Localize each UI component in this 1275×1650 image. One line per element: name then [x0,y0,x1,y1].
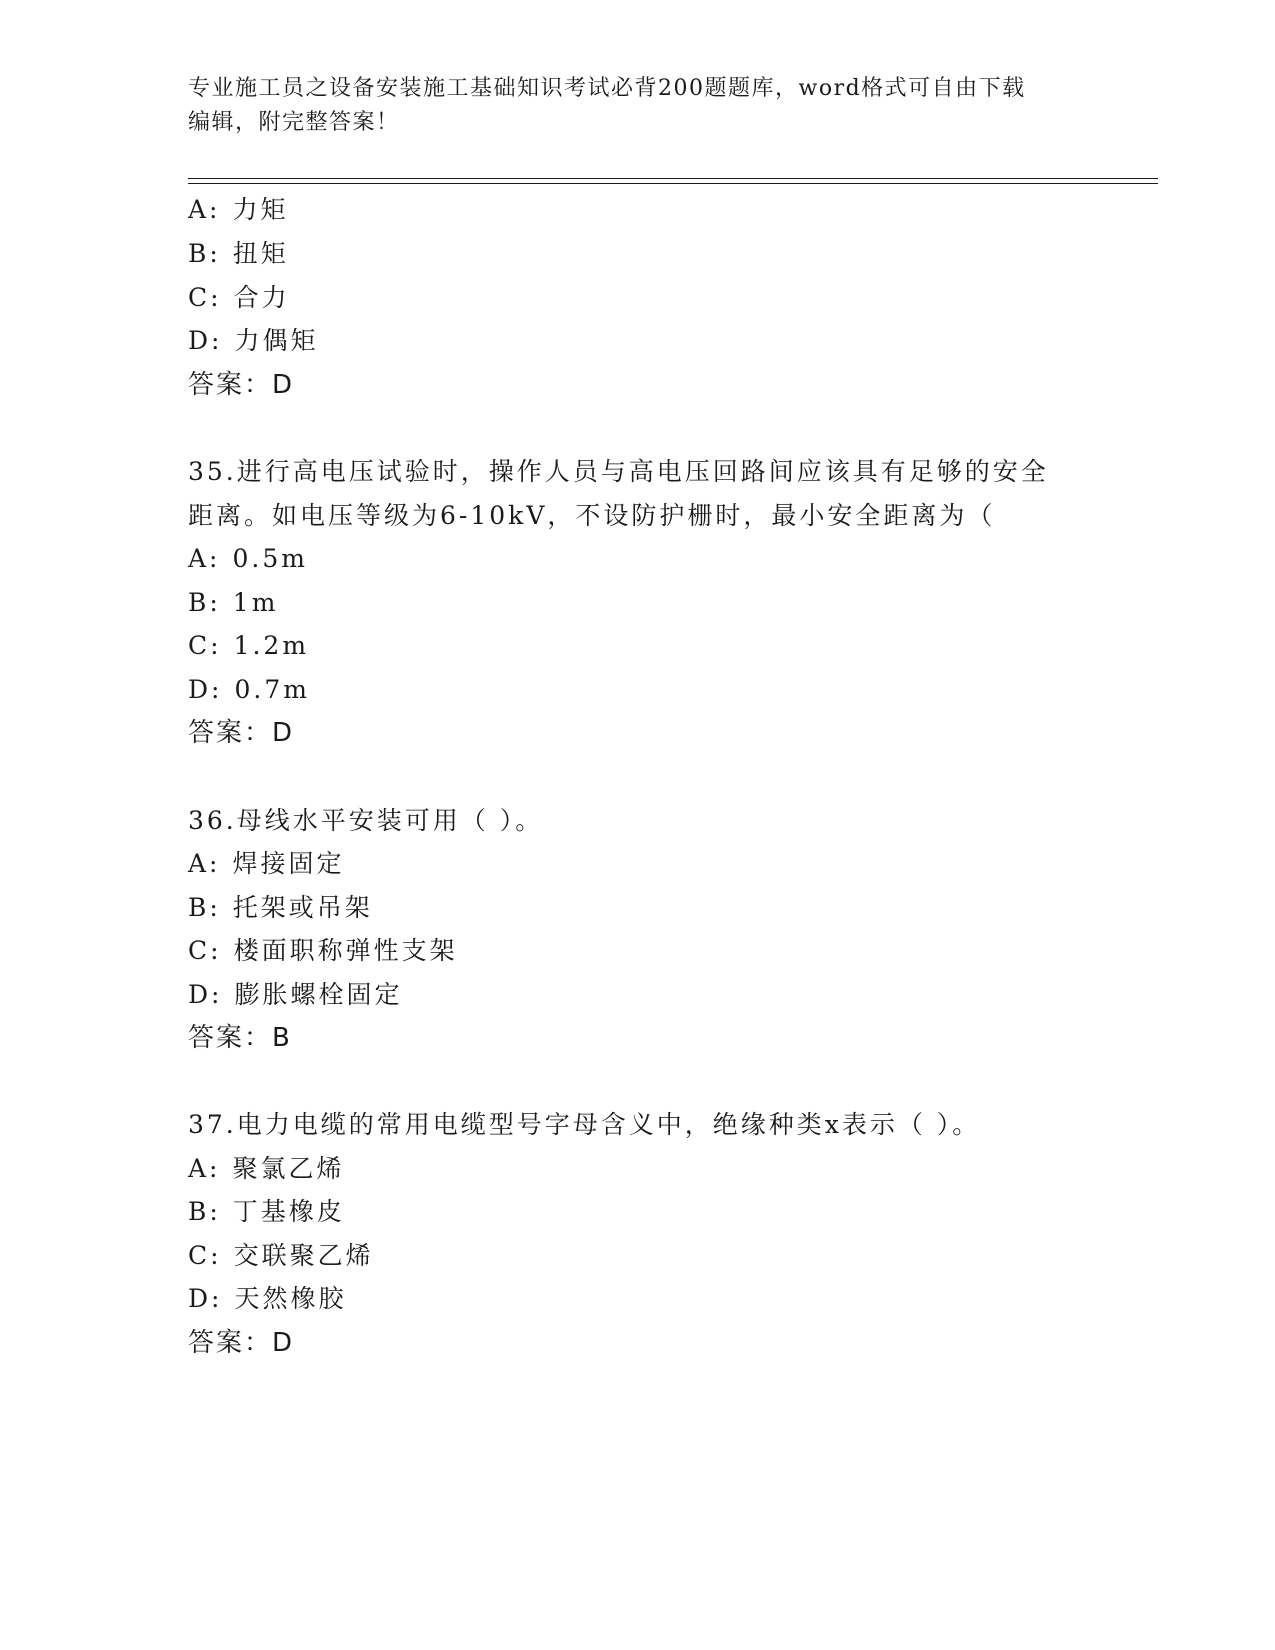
option-text: 力偶矩 [234,326,319,355]
option-label: C: [188,283,222,312]
option-text: 1m [232,588,279,617]
q36-option-b [188,893,373,923]
q36-stem-line-1: 36.母线水平安装可用（ ）。 [188,806,544,835]
option-label: B: [188,239,221,268]
option-text: 聚氯乙烯 [232,1154,345,1183]
option-text: 丁基橡皮 [232,1197,345,1226]
header-divider-top [188,178,1158,179]
q34-option-c [188,283,290,313]
q36-option-a [188,849,345,879]
option-label: B: [188,893,221,922]
option-text: 楼面职称弹性支架 [233,936,458,965]
q37-option-a [188,1154,345,1184]
option-label: B: [188,588,221,617]
q37-option-c [188,1241,374,1271]
option-label: C: [188,1241,222,1270]
header-title-line-2: 编辑，附完整答案！ [188,110,400,135]
option-label: C: [188,631,222,660]
q37-stem-line-1: 37.电力电缆的常用电缆型号字母含义中，绝缘种类x表示（ ）。 [188,1110,981,1139]
q35-answer: 答案：D [188,718,295,748]
option-label: A: [188,195,221,224]
option-text: 膨胀螺栓固定 [234,980,403,1009]
q36-option-c [188,936,458,966]
option-label: A: [188,849,221,878]
option-text: 焊接固定 [232,849,345,878]
option-text: 天然橡胶 [234,1284,347,1313]
q34-answer: 答案：D [188,370,295,400]
option-text: 0.5m [232,544,308,573]
option-text: 交联聚乙烯 [233,1241,374,1270]
option-text: 托架或吊架 [232,893,373,922]
q36-answer: 答案：B [188,1023,292,1053]
q36-option-d [188,980,402,1010]
option-label: D: [188,980,223,1009]
option-label: C: [188,936,222,965]
q34-option-b [188,239,289,269]
q35-stem-line-1: 35.进行高电压试验时，操作人员与高电压回路间应该具有足够的安全 [188,457,1049,486]
option-label: D: [188,675,223,704]
q35-option-d [188,675,310,705]
option-text: 力矩 [232,195,289,224]
option-label: B: [188,1197,221,1226]
option-text: 扭矩 [232,239,289,268]
option-label: D: [188,326,223,355]
q37-answer: 答案：D [188,1328,295,1358]
q37-option-b [188,1197,345,1227]
q35-stem-line-2: 距离。如电压等级为6-10kV，不设防护栅时，最小安全距离为（ [188,501,996,530]
q35-option-a [188,544,308,574]
option-text: 1.2m [233,631,310,660]
q34-option-a [188,195,289,225]
option-label: A: [188,1154,221,1183]
document-header [188,72,1088,140]
option-text: 0.7m [234,675,310,704]
option-label: D: [188,1284,223,1313]
q35-option-c [188,631,309,661]
header-title-line-1: 专业施工员之设备安装施工基础知识考试必背200题题库，word格式可自由下载 [188,76,1026,101]
option-text: 合力 [233,283,290,312]
header-divider-bottom [188,183,1158,184]
q35-option-b [188,588,278,618]
q37-option-d [188,1284,346,1314]
q34-option-d [188,326,318,356]
option-label: A: [188,544,221,573]
